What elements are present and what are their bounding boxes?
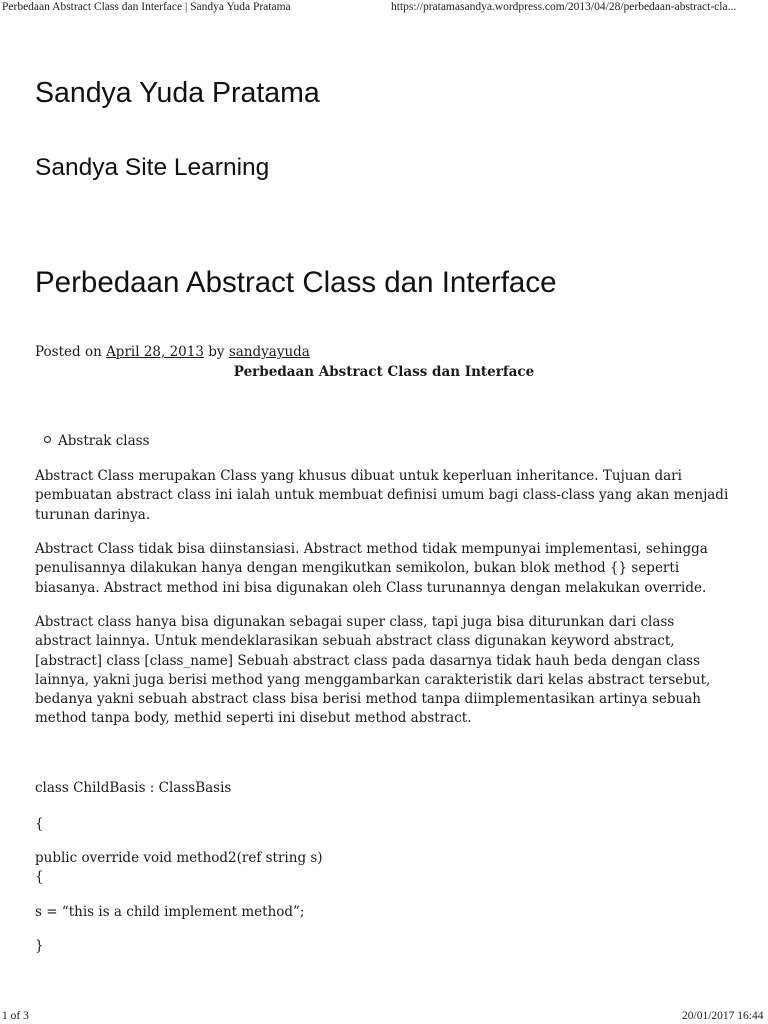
post-title: Perbedaan Abstract Class dan Interface — [35, 266, 557, 299]
site-description: Sandya Site Learning — [35, 154, 270, 181]
site-title[interactable]: Sandya Yuda Pratama — [35, 77, 320, 109]
code-line: s = “this is a child implement method”; — [35, 904, 305, 920]
code-line: } — [35, 938, 44, 954]
list-item-label: Abstrak class — [58, 433, 150, 449]
paragraph-3: Abstract class hanya bisa digunakan sebagai super class, tapi juga bisa diturunkan dari class abstract lainnya. Untuk mendeklarasikan sebuah abstract class digunakan keyword abstract, [abstract] class [class_name] Sebuah abstract class pada dasarnya tidak hauh beda dengan class lainnya, yakni juga berisi method yang menggambarkan carakteristik dari kelas abstract tersebut, bedanya yakni sebuah abstract class bisa berisi method tanpa diimplementasikan artinya sebuah method tanpa body, methid seperti ini disebut method abstract. — [35, 614, 711, 727]
print-header-page-title: Perbedaan Abstract Class dan Interface | Sandya Yuda Pratama — [2, 1, 291, 13]
code-line: class ChildBasis : ClassBasis — [35, 780, 232, 796]
code-line: public override void method2(ref string s) — [35, 850, 323, 866]
paragraph-2: Abstract Class tidak bisa diinstansiasi. Abstract method tidak mempunyai implementasi, sehingga penulisannya dilakukan hanya dengan mengikutkan semikolon, bukan blok method {} seperti biasanya. Abstract method ini bisa digunakan oleh Class turunannya dengan melakukan override. — [35, 541, 708, 596]
post-subtitle: Perbedaan Abstract Class dan Interface — [233, 364, 535, 380]
by-label: by — [208, 344, 225, 360]
print-header-url: https://pratamasandya.wordpress.com/2013/04/28/perbedaan-abstract-cla... — [391, 1, 737, 13]
paragraph-1: Abstract Class merupakan Class yang khusus dibuat untuk keperluan inheritance. Tujuan dari pembuatan abstract class ini ialah untuk membuat definisi umum bagi class-class yang akan menjadi turunan darinya. — [35, 468, 729, 523]
print-footer-page-count: 1 of 3 — [2, 1010, 29, 1022]
code-line: { — [35, 816, 44, 832]
list-item — [44, 433, 150, 449]
circle-bullet-icon — [44, 436, 51, 443]
print-footer-timestamp: 20/01/2017 16:44 — [682, 1010, 764, 1022]
post-date-link[interactable]: April 28, 2013 — [106, 344, 204, 360]
author-link[interactable]: sandyayuda — [228, 344, 310, 360]
code-line: { — [35, 869, 44, 885]
post-meta — [35, 344, 310, 360]
posted-on-label: Posted on — [35, 344, 102, 360]
